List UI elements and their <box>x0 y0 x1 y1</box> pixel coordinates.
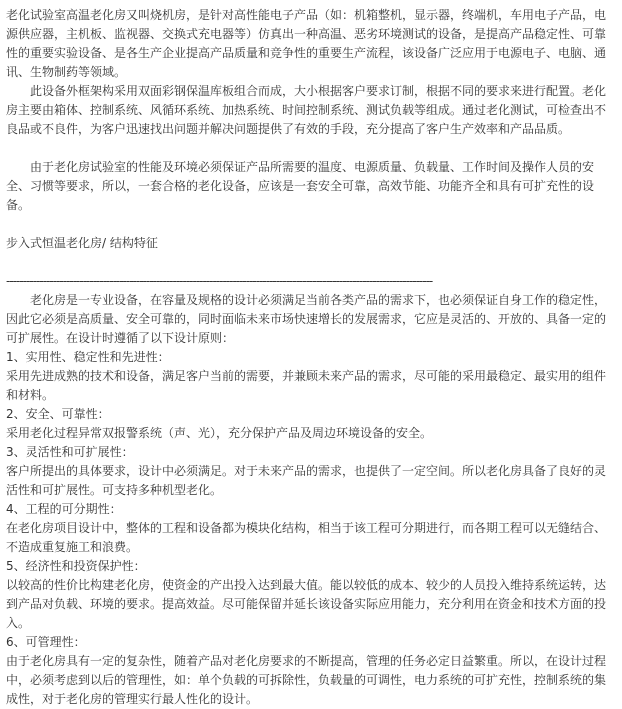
spacer <box>6 139 616 158</box>
item-text-5: 以较高的性价比构建老化房，使资金的产出投入达到最大值。能以较低的成本、较少的人员投入维持系统运转，达到产品对负载、环境的要求。提高效益。尽可能保留并延长该设备实际应用能力，充分利用在资金和技术方面的投入。 <box>6 578 607 630</box>
item-text-2: 采用老化过程异常双报警系统（声、光），充分保护产品及周边环境设备的安全。 <box>6 426 433 440</box>
lead-paragraph: 老化房是一专业设备，在容量及规格的设计必须满足当前各类产品的需求下，也必须保证自身工作的稳定性，因此它必须是高质量、安全可靠的，同时面临未来市场快速增长的发展需求，它应是灵活的、开放的、具备一定的可扩展性。在设计时遵循了以下设计原则： <box>6 293 607 345</box>
item-title-3: 3、灵活性和可扩展性： <box>6 445 134 459</box>
intro-paragraph-3: 由于老化房试验室的性能及环境必须保证产品所需要的温度、电源质量、负载量、工作时间及操作人员的安全、习惯等要求，所以，一套合格的老化设备，应该是一套安全可靠，高效节能、功能齐全和具有可扩充性的设备。 <box>6 160 595 212</box>
item-title-5: 5、经济性和投资保护性： <box>6 559 146 573</box>
spacer <box>6 253 616 272</box>
item-text-6: 由于老化房具有一定的复杂性，随着产品对老化房要求的不断提高，管理的任务必定日益繁重。所以，在设计过程中，必须考虑到以后的管理性，如：单个负载的可拆除性，负载量的可调性，电力系统的可扩充性，控制系统的集成性，对于老化房的管理实行最人性化的设计。 <box>6 654 607 706</box>
item-text-4: 在老化房项目设计中，整体的工程和设备都为模块化结构，相当于该工程可分期进行，而各期工程可以无缝结合、不造成重复施工和浪费。 <box>6 521 607 554</box>
item-text-1: 采用先进成熟的技术和设备，满足客户当前的需要，并兼顾未来产品的需求，尽可能的采用最稳定、最实用的组件和材料。 <box>6 369 607 402</box>
item-title-2: 2、安全、可靠性： <box>6 407 110 421</box>
intro-paragraph-2: 此设备外框架构采用双面彩钢保温库板组合而成，大小根据客户要求订制，根据不同的要求来进行配置。老化房主要由箱体、控制系统、风循环系统、加热系统、时间控制系统、测试负载等组成。通过老化测试，可检查出不良品或不良件，为客户迅速找出问题并解决问题提供了有效的手段，充分提高了客户生产效率和产品品质。 <box>6 84 607 136</box>
item-title-4: 4、工程的可分期性： <box>6 502 122 516</box>
item-title-6: 6、可管理性： <box>6 635 86 649</box>
spacer <box>6 215 616 234</box>
item-title-1: 1、实用性、稳定性和先进性： <box>6 350 170 364</box>
divider-line: -------------------------------------------------------------------------------------------------------------------------------- <box>6 274 433 288</box>
intro-paragraph-1: 老化试验室高温老化房又叫烧机房，是针对高性能电子产品（如：机箱整机，显示器，终端机，车用电子产品，电源供应器，主机板、监视器、交换式充电器等）仿真出一种高温、恶劣环境测试的设备，是提高产品稳定性、可靠性的重要实验设备、是各生产企业提高产品质量和竞争性的重要生产流程，该设备广泛应用于电源电子、电脑、通讯、生物制药等领域。 <box>6 8 607 79</box>
item-text-3: 客户所提出的具体要求，设计中必须满足。对于未来产品的需求，也提供了一定空间。所以老化房具备了良好的灵活性和可扩展性。可支持多种机型老化。 <box>6 464 607 497</box>
section-title: 步入式恒温老化房/ 结构特征 <box>6 236 158 250</box>
